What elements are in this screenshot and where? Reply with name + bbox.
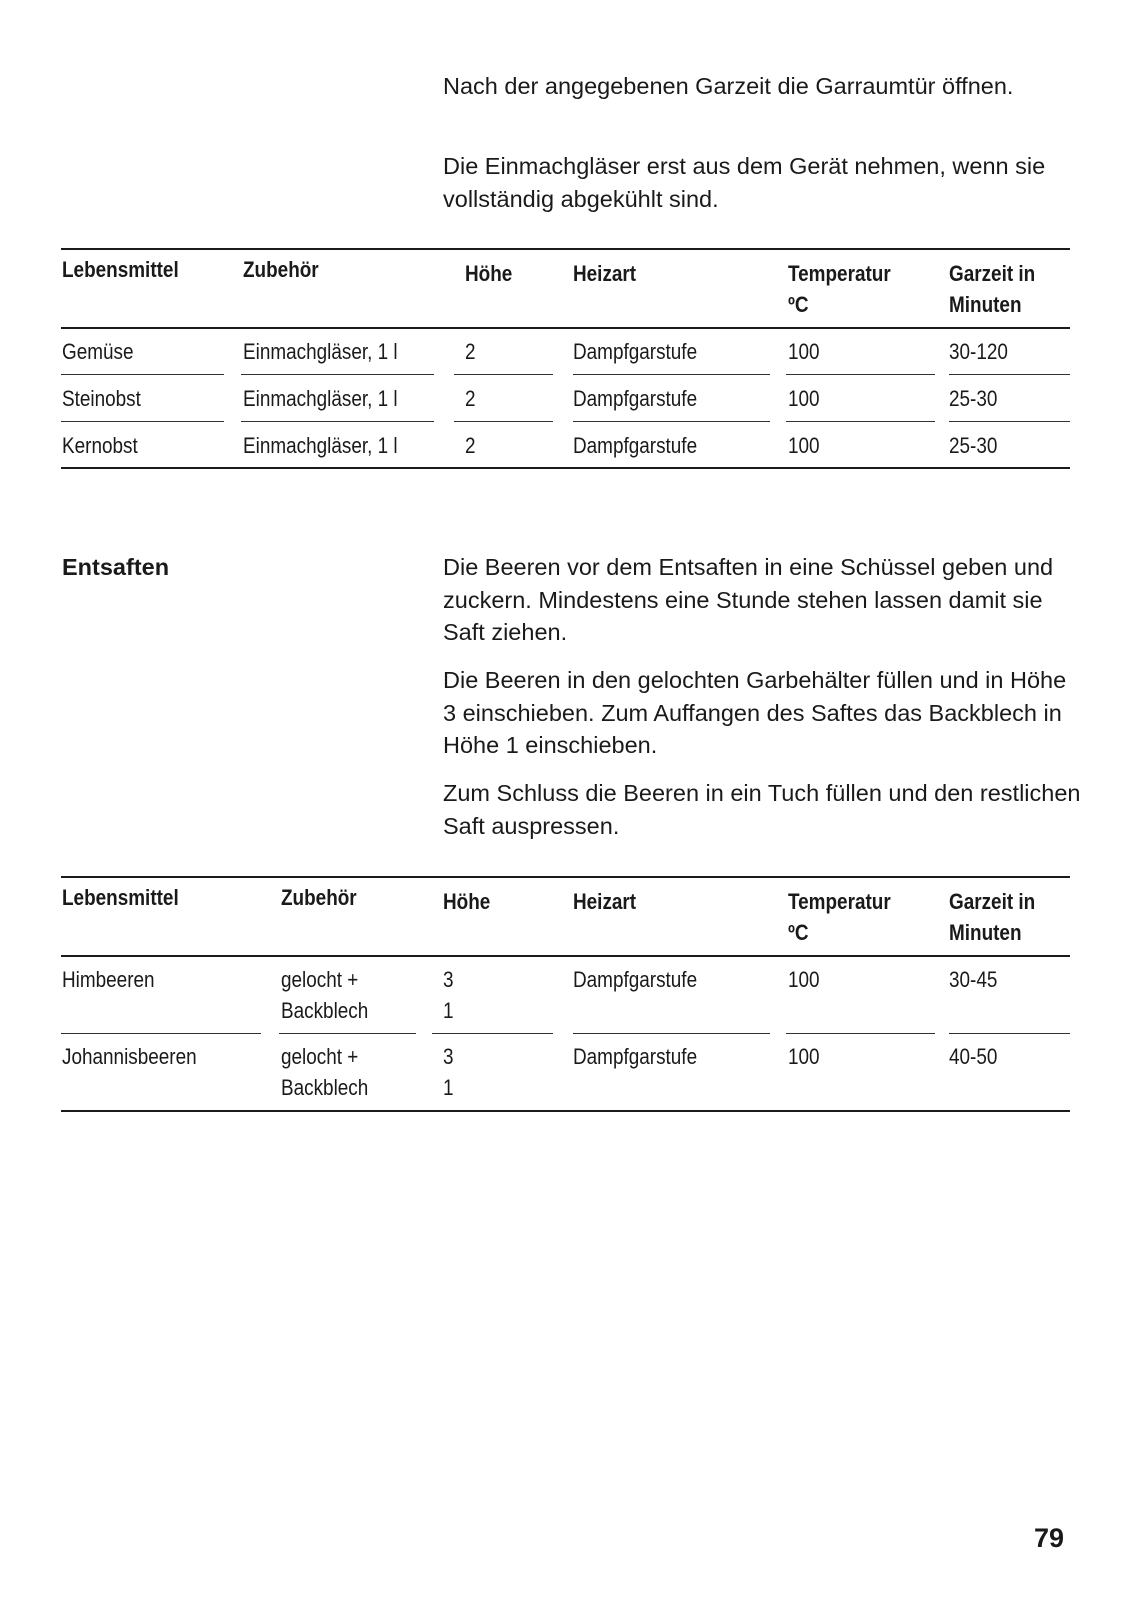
table-top-rule xyxy=(61,248,1070,250)
table-cell-heating: Dampfgarstufe xyxy=(573,386,698,411)
table-cell-cooking-time: 40-50 xyxy=(949,1044,998,1069)
row-divider xyxy=(786,374,935,375)
table-cell-level: 3 xyxy=(443,1044,454,1069)
table-cell-level: 2 xyxy=(465,339,476,364)
header-level: Höhe xyxy=(443,889,491,914)
header-temperature-unit: ºC xyxy=(788,920,809,945)
table-cell-accessory: Backblech xyxy=(281,998,369,1023)
header-accessory: Zubehör xyxy=(281,885,357,910)
header-heating: Heizart xyxy=(573,889,637,914)
row-divider xyxy=(573,374,770,375)
header-temperature: Temperatur xyxy=(788,889,891,914)
header-heating: Heizart xyxy=(573,261,637,286)
row-divider xyxy=(949,374,1070,375)
table-cell-accessory: gelocht + xyxy=(281,1044,359,1069)
table-cell-food: Himbeeren xyxy=(62,967,155,992)
header-level: Höhe xyxy=(465,261,513,286)
table-cell-heating: Dampfgarstufe xyxy=(573,433,698,458)
row-divider xyxy=(61,421,224,422)
table-cell-level: 1 xyxy=(443,998,454,1023)
table-cell-accessory: Backblech xyxy=(281,1075,369,1100)
header-rule xyxy=(61,327,1070,329)
entsaften-paragraph-3: Zum Schluss die Beeren in ein Tuch füllen und den restlichen Saft auspressen. xyxy=(443,780,1081,839)
table-cell-level: 3 xyxy=(443,967,454,992)
row-divider xyxy=(786,1033,935,1034)
table-cell-accessory: Einmachgläser, 1 l xyxy=(243,386,398,411)
row-divider xyxy=(786,421,935,422)
row-divider xyxy=(241,421,434,422)
row-divider xyxy=(454,421,553,422)
table-cell-cooking-time: 30-120 xyxy=(949,339,1008,364)
table-bottom-rule xyxy=(61,1110,1070,1112)
row-divider xyxy=(279,1033,416,1034)
table-cell-level: 2 xyxy=(465,433,476,458)
row-divider xyxy=(61,374,224,375)
table-cell-temperature: 100 xyxy=(788,967,820,992)
table-cell-cooking-time: 25-30 xyxy=(949,433,998,458)
header-cooking-time-unit: Minuten xyxy=(949,920,1022,945)
table-cell-food: Kernobst xyxy=(62,433,138,458)
header-temperature: Temperatur xyxy=(788,261,891,286)
row-divider xyxy=(573,421,770,422)
table-cell-accessory: Einmachgläser, 1 l xyxy=(243,433,398,458)
table-top-rule xyxy=(61,876,1070,878)
entsaften-paragraph-2: Die Beeren in den gelochten Garbehälter füllen und in Höhe 3 einschieben. Zum Auffangen des Saftes das Backblech in Höhe 1 einschieben. xyxy=(443,667,1067,758)
table-cell-cooking-time: 25-30 xyxy=(949,386,998,411)
table-cell-food: Steinobst xyxy=(62,386,141,411)
table-cell-food: Gemüse xyxy=(62,339,134,364)
table-cell-temperature: 100 xyxy=(788,339,820,364)
header-temperature-unit: ºC xyxy=(788,292,809,317)
header-cooking-time: Garzeit in xyxy=(949,889,1036,914)
table-cell-level: 1 xyxy=(443,1075,454,1100)
table-cell-level: 2 xyxy=(465,386,476,411)
header-food: Lebensmittel xyxy=(62,257,179,282)
page-number: 79 xyxy=(1033,1523,1064,1553)
intro-paragraph-1: Nach der angegebenen Garzeit die Garraumtür öffnen. xyxy=(443,73,1014,99)
row-divider xyxy=(241,374,434,375)
table-cell-temperature: 100 xyxy=(788,386,820,411)
table-bottom-rule xyxy=(61,467,1070,469)
table-cell-temperature: 100 xyxy=(788,433,820,458)
section-title-entsaften: Entsaften xyxy=(62,554,170,580)
header-accessory: Zubehör xyxy=(243,257,319,282)
table-cell-cooking-time: 30-45 xyxy=(949,967,998,992)
table-cell-heating: Dampfgarstufe xyxy=(573,339,698,364)
row-divider xyxy=(61,1033,261,1034)
table-cell-food: Johannisbeeren xyxy=(62,1044,197,1069)
entsaften-paragraph-1: Die Beeren vor dem Entsaften in eine Schüssel geben und zuckern. Mindestens eine Stunde stehen lassen damit sie Saft ziehen. xyxy=(443,554,1054,645)
table-cell-accessory: Einmachgläser, 1 l xyxy=(243,339,398,364)
intro-paragraph-2: Die Einmachgläser erst aus dem Gerät nehmen, wenn sie vollständig abgekühlt sind. xyxy=(443,153,1046,212)
header-cooking-time: Garzeit in xyxy=(949,261,1036,286)
table-cell-heating: Dampfgarstufe xyxy=(573,1044,698,1069)
row-divider xyxy=(432,1033,553,1034)
header-cooking-time-unit: Minuten xyxy=(949,292,1022,317)
table-cell-temperature: 100 xyxy=(788,1044,820,1069)
row-divider xyxy=(573,1033,770,1034)
table-cell-heating: Dampfgarstufe xyxy=(573,967,698,992)
table-cell-accessory: gelocht + xyxy=(281,967,359,992)
juicing-table xyxy=(61,876,1070,1112)
row-divider xyxy=(454,374,553,375)
header-food: Lebensmittel xyxy=(62,885,179,910)
header-rule xyxy=(61,955,1070,957)
row-divider xyxy=(949,421,1070,422)
row-divider xyxy=(949,1033,1070,1034)
canning-table xyxy=(61,248,1070,468)
